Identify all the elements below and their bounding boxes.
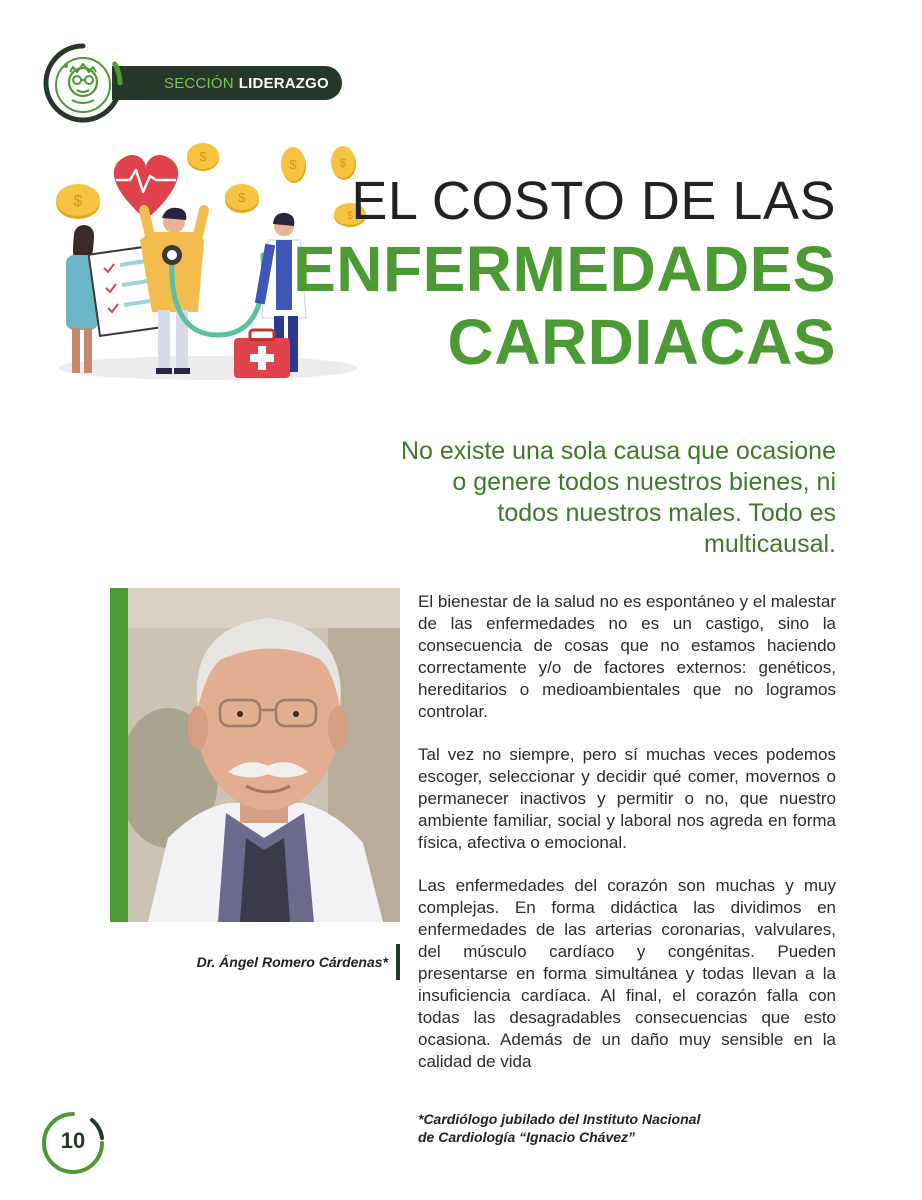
svg-text:$: $ bbox=[339, 156, 347, 170]
svg-text:$: $ bbox=[289, 157, 297, 172]
section-header bbox=[42, 40, 342, 130]
photo-caption: Dr. Ángel Romero Cárdenas* bbox=[196, 954, 388, 970]
coin-icon bbox=[56, 184, 100, 219]
section-label bbox=[112, 66, 342, 100]
svg-text:$: $ bbox=[73, 193, 83, 210]
photo-accent-bar bbox=[110, 588, 128, 922]
caption-accent-bar bbox=[396, 944, 400, 980]
page-number: 10 bbox=[60, 1128, 86, 1153]
section-label-bold: LIDERAZGO bbox=[238, 74, 329, 92]
body-paragraph-1: El bienestar de la salud no es espontáneo y el malestar de las enfermedades no es un castigo, sino la consecuencia de cosas que no estamos haciendo correctamente y/o de factores externos: genéticos, hereditarios o medioambientales que no logramos controlar. bbox=[418, 592, 836, 721]
svg-text:$: $ bbox=[199, 149, 207, 164]
author-footnote bbox=[418, 1110, 818, 1146]
subtitle: No existe una sola causa que ocasione o genere todos nuestros bienes, ni todos nuestros males. Todo es multicausal. bbox=[400, 437, 836, 558]
svg-text:$: $ bbox=[238, 190, 246, 205]
title-line-1: EL COSTO DE LAS bbox=[351, 171, 836, 231]
title-line-2: ENFERMEDADES bbox=[293, 233, 836, 305]
section-label-light: SECCIÓN bbox=[164, 74, 234, 92]
title-line-3: CARDIACAS bbox=[447, 306, 836, 378]
footnote-line-2: de Cardiología “Ignacio Chávez” bbox=[418, 1129, 636, 1145]
svg-text:$: $ bbox=[346, 210, 354, 222]
body-paragraph-2: Tal vez no siempre, pero sí muchas veces podemos escoger, seleccionar y decidir qué comer, movernos o permanecer inactivos y permitir o no, que nuestro ambiente familiar, social y laboral nos agreda en forma física, afectiva o emocional. bbox=[418, 745, 836, 852]
author-photo bbox=[128, 588, 400, 922]
footnote-line-1: *Cardiólogo jubilado del Instituto Nacional bbox=[418, 1111, 701, 1127]
section-ring-icon bbox=[42, 42, 124, 124]
article-body bbox=[418, 591, 836, 1094]
body-paragraph-3: Las enfermedades del corazón son muchas y muy complejas. En forma didáctica las dividimos en enfermedades de las arterias coronarias, valvulares, del músculo cardíaco y congénitas. Pueden presentarse en forma simultánea y todas llevan a la insuficiencia cardíaca. Al final, el corazón falla con todas las desagradables consecuencias que esto ocasiona. Además de un daño muy sensible en la calidad de vida bbox=[418, 876, 836, 1071]
